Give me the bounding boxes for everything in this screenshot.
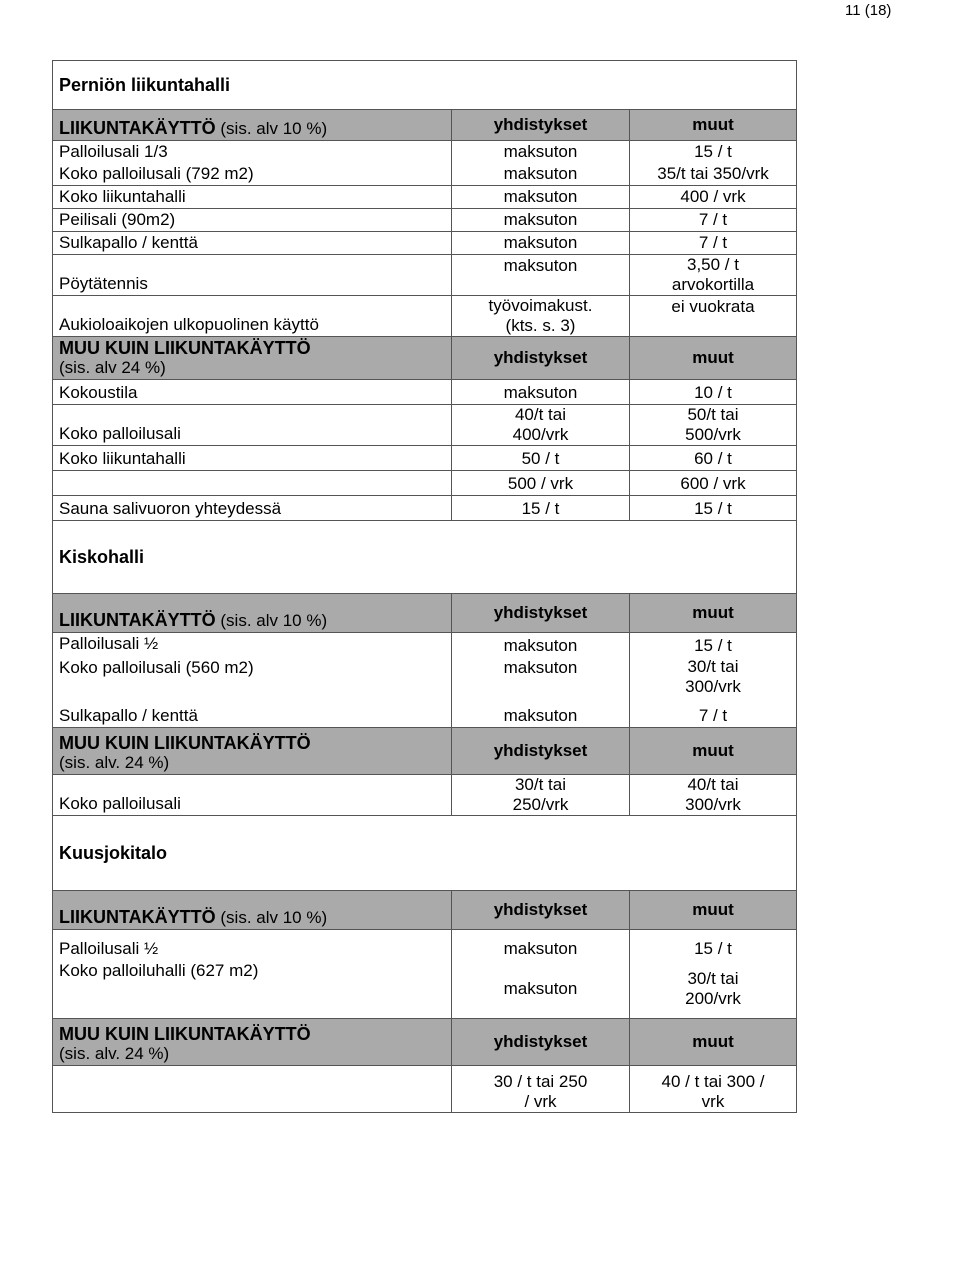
row-assoc: maksuton (452, 380, 630, 405)
header-row (53, 594, 797, 633)
category-vat: (sis. alv 24 %) (59, 358, 166, 377)
table-row (53, 471, 797, 496)
row-assoc: maksuton (452, 163, 630, 186)
header-other: muut (630, 594, 797, 633)
header-other: muut (630, 891, 797, 930)
table-row (53, 209, 797, 232)
table-row (53, 186, 797, 209)
table-row (53, 960, 797, 1019)
row-other: 3,50 / t arvokortilla (630, 255, 797, 296)
header-row (53, 110, 797, 141)
row-assoc: maksuton (452, 697, 630, 728)
table-row (53, 775, 797, 816)
row-name: Sulkapallo / kenttä (53, 232, 452, 255)
row-other: ei vuokrata (630, 296, 797, 337)
table-row (53, 1066, 797, 1113)
row-other: 7 / t (630, 697, 797, 728)
section-title-pernio: Perniön liikuntahalli (53, 61, 797, 110)
row-other: 50/t tai 500/vrk (630, 405, 797, 446)
table-row (53, 232, 797, 255)
row-assoc: 500 / vrk (452, 471, 630, 496)
category-caption: MUU KUIN LIIKUNTAKÄYTTÖ (59, 338, 311, 358)
table-row (53, 163, 797, 186)
table-row (53, 380, 797, 405)
row-assoc: maksuton (452, 186, 630, 209)
header-category (53, 1019, 452, 1066)
row-other: 400 / vrk (630, 186, 797, 209)
header-assoc: yhdistykset (452, 110, 630, 141)
row-assoc: työvoimakust. (kts. s. 3) (452, 296, 630, 337)
price-document (52, 60, 796, 1113)
row-assoc: maksuton (452, 232, 630, 255)
row-assoc: 30 / t tai 250 / vrk (452, 1066, 630, 1113)
header-other: muut (630, 1019, 797, 1066)
row-other: 15 / t (630, 496, 797, 521)
row-assoc: 40/t tai 400/vrk (452, 405, 630, 446)
row-name: Kokoustila (53, 380, 452, 405)
row-assoc: maksuton (452, 141, 630, 164)
section-title-kisko: Kiskohalli (53, 521, 797, 594)
table-row (53, 446, 797, 471)
header-other: muut (630, 337, 797, 380)
row-other: 15 / t (630, 930, 797, 961)
section-title-row (53, 61, 797, 110)
category-caption: LIIKUNTAKÄYTTÖ (59, 610, 216, 630)
row-name (53, 1066, 452, 1113)
row-assoc: maksuton (452, 930, 630, 961)
section-title-row (53, 521, 797, 594)
row-other: 10 / t (630, 380, 797, 405)
header-category (53, 891, 452, 930)
category-vat: (sis. alv. 24 %) (59, 1044, 170, 1063)
table-row (53, 255, 797, 296)
header-category (53, 110, 452, 141)
category-caption: LIIKUNTAKÄYTTÖ (59, 907, 216, 927)
row-other: 40 / t tai 300 / vrk (630, 1066, 797, 1113)
row-name: Sulkapallo / kenttä (53, 697, 452, 728)
row-assoc: maksuton (452, 960, 630, 1019)
table-row (53, 930, 797, 961)
header-row (53, 1019, 797, 1066)
header-category (53, 594, 452, 633)
category-caption: MUU KUIN LIIKUNTAKÄYTTÖ (59, 1024, 311, 1044)
price-table (52, 60, 797, 1113)
row-name (53, 471, 452, 496)
row-other: 600 / vrk (630, 471, 797, 496)
row-assoc: maksuton (452, 209, 630, 232)
row-name: Koko palloilusali (560 m2) (53, 657, 452, 697)
category-vat: (sis. alv 10 %) (220, 119, 328, 138)
header-other: muut (630, 110, 797, 141)
row-name: Peilisali (90m2) (53, 209, 452, 232)
table-row (53, 633, 797, 658)
header-row (53, 337, 797, 380)
category-vat: (sis. alv. 24 %) (59, 753, 170, 772)
row-name: Koko palloiluhalli (627 m2) (53, 960, 452, 1019)
row-assoc: 30/t tai 250/vrk (452, 775, 630, 816)
row-assoc: 15 / t (452, 496, 630, 521)
row-name: Aukioloaikojen ulkopuolinen käyttö (53, 296, 452, 337)
row-assoc: 50 / t (452, 446, 630, 471)
row-name: Sauna salivuoron yhteydessä (53, 496, 452, 521)
header-assoc: yhdistykset (452, 891, 630, 930)
table-row (53, 697, 797, 728)
row-name: Koko palloilusali (53, 775, 452, 816)
row-other: 40/t tai 300/vrk (630, 775, 797, 816)
table-row (53, 657, 797, 697)
row-other: 7 / t (630, 232, 797, 255)
row-name: Palloilusali 1/3 (53, 141, 452, 164)
row-name: Koko liikuntahalli (53, 186, 452, 209)
table-row (53, 296, 797, 337)
row-name: Palloilusali ½ (53, 930, 452, 961)
category-caption: MUU KUIN LIIKUNTAKÄYTTÖ (59, 733, 311, 753)
header-row (53, 891, 797, 930)
header-category (53, 337, 452, 380)
row-assoc: maksuton (452, 633, 630, 658)
row-assoc: maksuton (452, 657, 630, 697)
row-other: 35/t tai 350/vrk (630, 163, 797, 186)
row-other: 7 / t (630, 209, 797, 232)
row-name: Palloilusali ½ (53, 633, 452, 658)
row-name: Koko palloilusali (53, 405, 452, 446)
header-other: muut (630, 728, 797, 775)
table-row (53, 405, 797, 446)
row-other: 15 / t (630, 633, 797, 658)
row-assoc: maksuton (452, 255, 630, 296)
row-name: Koko palloilusali (792 m2) (53, 163, 452, 186)
category-caption: LIIKUNTAKÄYTTÖ (59, 118, 216, 138)
row-other: 30/t tai 300/vrk (630, 657, 797, 697)
table-row (53, 141, 797, 164)
header-assoc: yhdistykset (452, 1019, 630, 1066)
row-other: 30/t tai 200/vrk (630, 960, 797, 1019)
section-title-row (53, 816, 797, 891)
row-name: Pöytätennis (53, 255, 452, 296)
header-assoc: yhdistykset (452, 337, 630, 380)
category-vat: (sis. alv 10 %) (220, 611, 328, 630)
row-other: 15 / t (630, 141, 797, 164)
table-row (53, 496, 797, 521)
section-title-kuusjoki: Kuusjokitalo (53, 816, 797, 891)
header-category (53, 728, 452, 775)
row-name: Koko liikuntahalli (53, 446, 452, 471)
category-vat: (sis. alv 10 %) (220, 908, 328, 927)
header-row (53, 728, 797, 775)
page-number: 11 (18) (845, 2, 892, 19)
header-assoc: yhdistykset (452, 594, 630, 633)
header-assoc: yhdistykset (452, 728, 630, 775)
row-other: 60 / t (630, 446, 797, 471)
